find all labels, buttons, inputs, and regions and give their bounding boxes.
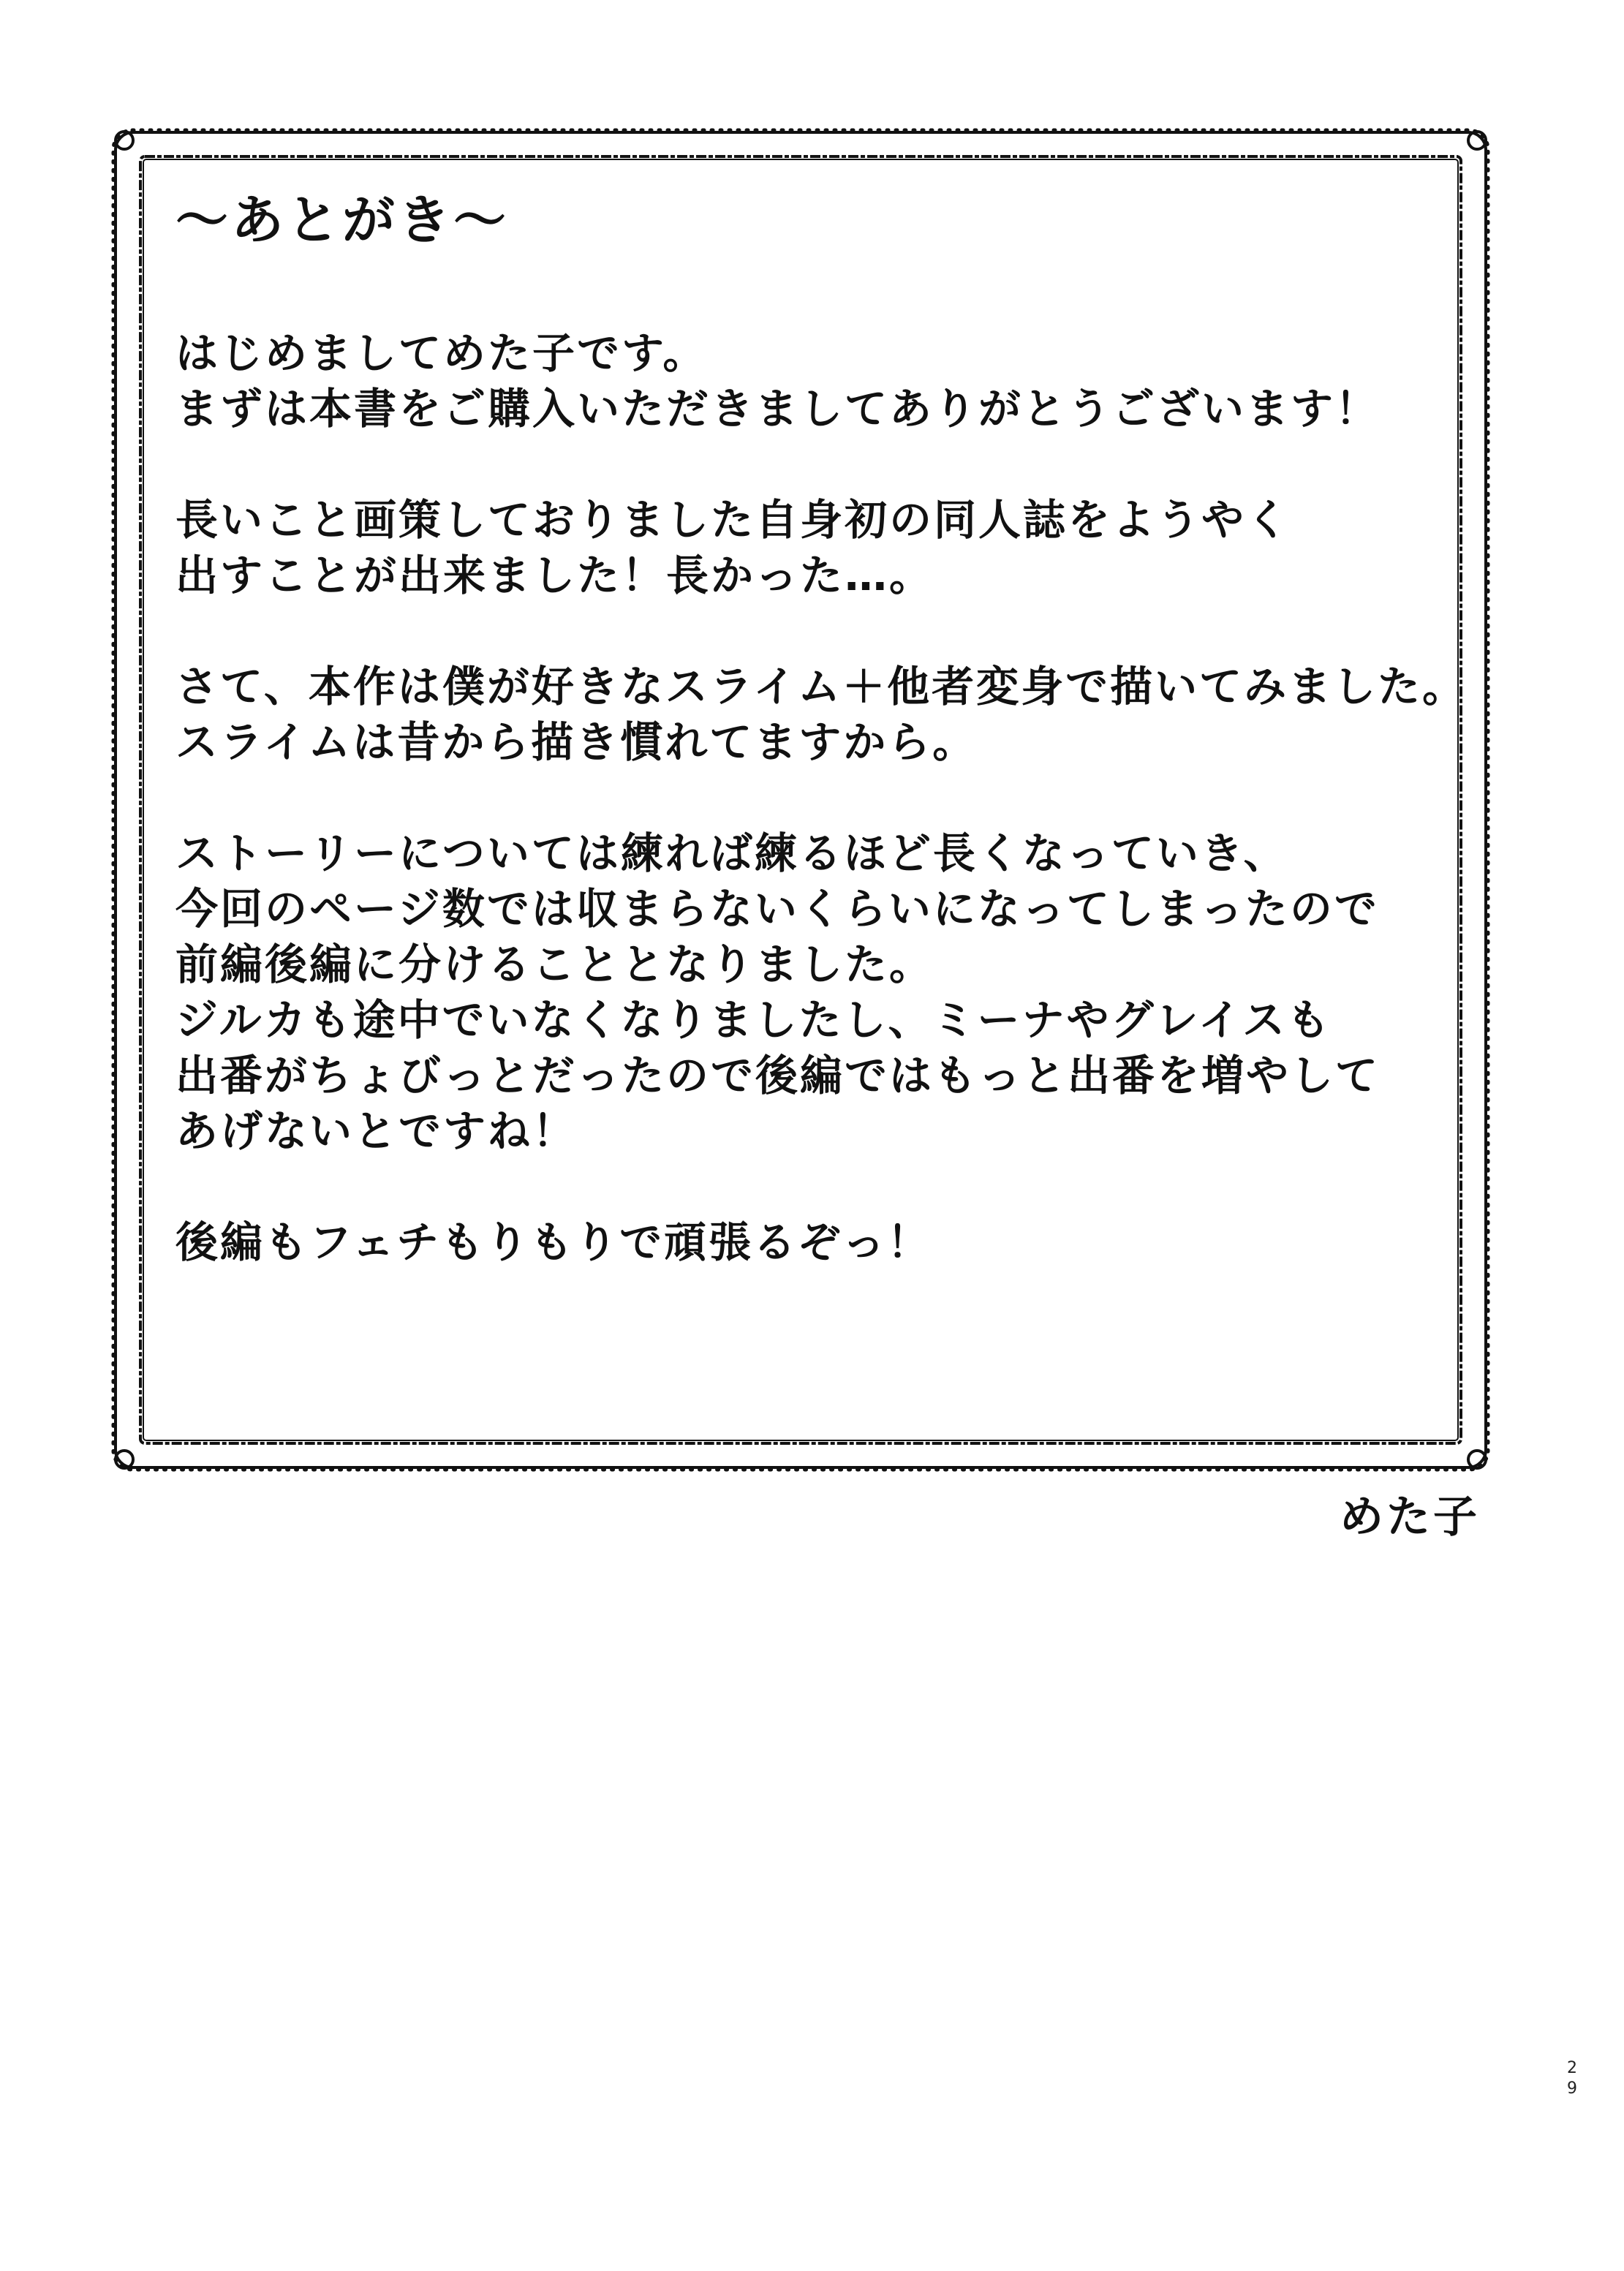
page-number	[1563, 2058, 1581, 2099]
text-line: 長いこと画策しておりました自身初の同人誌をようやく	[175, 495, 1291, 545]
paragraph-closing	[175, 1214, 1462, 1270]
text-line: 出番がちょびっとだったので後編ではもっと出番を増やして	[175, 1051, 1381, 1100]
text-line: はじめましてめた子です。	[175, 328, 708, 378]
text-line: さて、本作は僕が好きなスライム＋他者変身で描いてみました。	[175, 662, 1468, 711]
text-line: 前編後編に分けることとなりました。	[175, 940, 934, 989]
page-number-digit: 2	[1567, 2059, 1577, 2077]
text-line: ジルカも途中でいなくなりましたし、ミーナやグレイスも	[175, 995, 1332, 1045]
afterword-title: 〜あとがき〜	[175, 189, 510, 251]
text-line: スライムは昔から描き慣れてますから。	[175, 717, 978, 767]
text-line: ストーリーについては練れば練るほど長くなっていき、	[175, 828, 1288, 878]
author-signature: めた子	[1340, 1492, 1480, 1543]
text-line: 今回のページ数では収まらないくらいになってしまったので	[175, 884, 1379, 934]
text-line: あげないとですね！	[175, 1106, 578, 1156]
text-line: 後編もフェチもりもりで頑張るぞっ！	[175, 1217, 932, 1267]
paragraph-story	[175, 825, 1462, 1159]
paragraph-first-doujinshi	[175, 492, 1462, 603]
paragraph-theme	[175, 659, 1468, 770]
afterword-body	[175, 189, 1480, 1543]
paragraph-greeting	[175, 325, 1462, 437]
text-line: まずは本書をご購入いただきましてありがとうございます！	[175, 384, 1381, 434]
page-number-digit: 9	[1567, 2079, 1577, 2098]
text-line: 出すことが出来ました！長かった…。	[175, 551, 934, 600]
